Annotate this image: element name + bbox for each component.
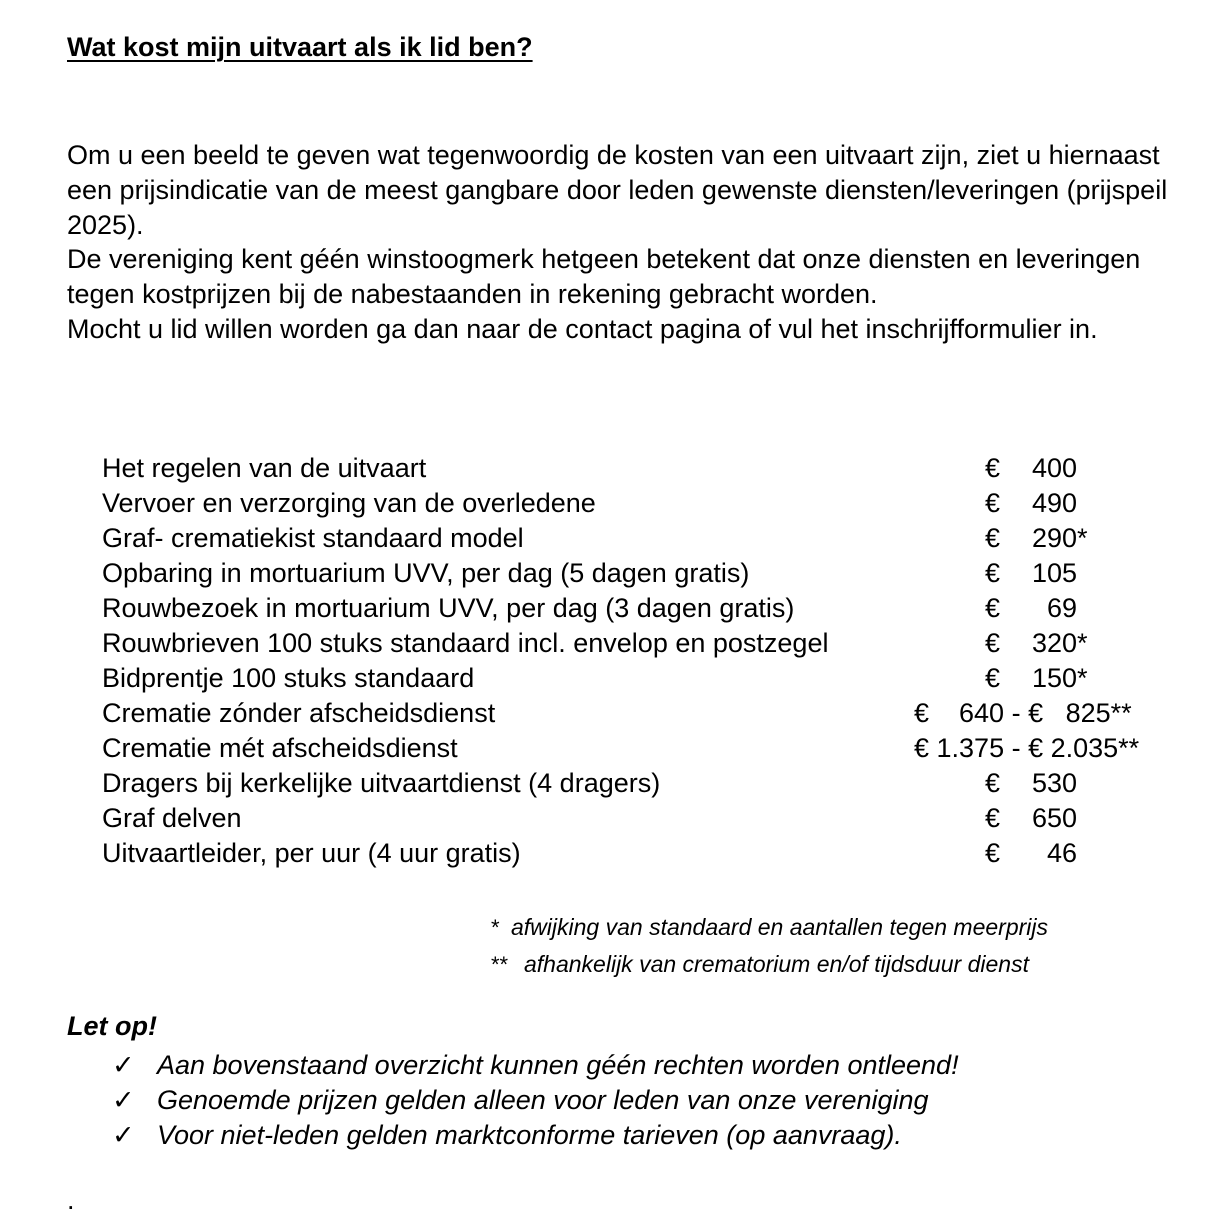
price-description: Dragers bij kerkelijke uitvaartdienst (4 dragers) xyxy=(102,768,661,798)
attention-list xyxy=(112,1048,959,1153)
footnote-single-star xyxy=(491,909,1048,946)
price-value: 69 xyxy=(1046,593,1077,623)
price-description: Graf- crematiekist standaard model xyxy=(102,523,524,553)
price-range: € 1.375 - € 2.035** xyxy=(914,733,1140,763)
price-value: 320 xyxy=(1031,628,1077,658)
price-description: Rouwbezoek in mortuarium UVV, per dag (3 dagen gratis) xyxy=(102,593,795,623)
attention-text: Genoemde prijzen gelden alleen voor leden van onze vereniging xyxy=(157,1085,929,1115)
currency-symbol: € xyxy=(985,838,1001,868)
currency-symbol: € xyxy=(985,488,1001,518)
price-value: 490 xyxy=(1031,488,1077,518)
price-value: 105 xyxy=(1031,558,1077,588)
price-footnote-marker: * xyxy=(1077,663,1088,693)
price-row xyxy=(102,521,1202,556)
price-amount xyxy=(1047,836,1089,871)
footnotes xyxy=(491,909,1048,983)
intro-paragraph: De vereniging kent géén winstoogmerk hetgeen betekent dat onze diensten en leveringen tegen kostprijzen bij de nabestaanden in rekening gebracht worden. xyxy=(67,244,1141,310)
price-value: 650 xyxy=(1031,803,1077,833)
price-row xyxy=(102,731,1202,766)
price-description: Uitvaartleider, per uur (4 uur gratis) xyxy=(102,838,521,868)
footnote-text: afhankelijk van crematorium en/of tijdsduur dienst xyxy=(524,951,1029,977)
price-row xyxy=(102,661,1202,696)
price-row xyxy=(102,626,1202,661)
checkmark-icon: ✓ xyxy=(112,1120,135,1150)
price-description: Graf delven xyxy=(102,803,242,833)
currency-symbol: € xyxy=(985,768,1001,798)
attention-item xyxy=(112,1083,959,1118)
price-row xyxy=(102,766,1202,801)
price-description: Vervoer en verzorging van de overledene xyxy=(102,488,596,518)
attention-item xyxy=(112,1048,959,1083)
price-description: Opbaring in mortuarium UVV, per dag (5 dagen gratis) xyxy=(102,558,750,588)
price-value: 400 xyxy=(1031,453,1077,483)
attention-text: Aan bovenstaand overzicht kunnen géén rechten worden ontleend! xyxy=(157,1050,959,1080)
price-amount xyxy=(1032,766,1089,801)
price-list xyxy=(102,451,1202,871)
price-description: Crematie mét afscheidsdienst xyxy=(102,733,458,763)
price-value: 530 xyxy=(1031,768,1077,798)
currency-symbol: € xyxy=(985,803,1001,833)
footnote-double-star xyxy=(491,946,1048,983)
price-value: 46 xyxy=(1046,838,1077,868)
price-row xyxy=(102,556,1202,591)
price-description: Rouwbrieven 100 stuks standaard incl. envelop en postzegel xyxy=(102,628,829,658)
intro-paragraph: Mocht u lid willen worden ga dan naar de contact pagina of vul het inschrijfformulier in. xyxy=(67,313,1098,344)
attention-item xyxy=(112,1118,959,1153)
price-value: 290 xyxy=(1031,523,1077,553)
price-amount xyxy=(1032,486,1089,521)
price-amount xyxy=(1032,556,1089,591)
price-amount xyxy=(1032,521,1089,556)
price-amount xyxy=(1032,626,1089,661)
price-footnote-marker: * xyxy=(1077,628,1088,658)
intro-paragraph: Om u een beeld te geven wat tegenwoordig de kosten van een uitvaart zijn, ziet u hiernaast een prijsindicatie van de meest gangbare door leden gewenste diensten/leveringen (prijspeil 2025). xyxy=(67,140,1168,240)
checkmark-icon: ✓ xyxy=(112,1085,135,1115)
trailing-dot: . xyxy=(67,1185,75,1215)
price-description: Bidprentje 100 stuks standaard xyxy=(102,663,475,693)
price-range: € 640 - € 825** xyxy=(914,698,1132,728)
price-amount xyxy=(1032,801,1089,836)
page-title: Wat kost mijn uitvaart als ik lid ben? xyxy=(67,32,533,62)
price-value: 150 xyxy=(1031,663,1077,693)
footnote-marker: ** xyxy=(491,952,509,977)
checkmark-icon: ✓ xyxy=(112,1050,135,1080)
attention-text: Voor niet-leden gelden marktconforme tarieven (op aanvraag). xyxy=(157,1120,902,1150)
intro-text xyxy=(67,138,1197,347)
price-row xyxy=(102,591,1202,626)
currency-symbol: € xyxy=(985,523,1001,553)
price-row xyxy=(102,486,1202,521)
footnote-marker: * xyxy=(491,915,500,940)
attention-heading: Let op! xyxy=(67,1011,157,1041)
price-footnote-marker: * xyxy=(1077,523,1088,553)
price-row xyxy=(102,696,1202,731)
currency-symbol: € xyxy=(985,558,1001,588)
price-amount xyxy=(1032,661,1089,696)
currency-symbol: € xyxy=(985,628,1001,658)
price-description: Crematie zónder afscheidsdienst xyxy=(102,698,496,728)
price-row xyxy=(102,451,1202,486)
price-row xyxy=(102,801,1202,836)
price-description: Het regelen van de uitvaart xyxy=(102,453,427,483)
currency-symbol: € xyxy=(985,593,1001,623)
price-amount xyxy=(1032,451,1089,486)
price-amount xyxy=(1047,591,1089,626)
price-row xyxy=(102,836,1202,871)
footnote-text: afwijking van standaard en aantallen tegen meerprijs xyxy=(511,914,1048,940)
currency-symbol: € xyxy=(985,663,1001,693)
currency-symbol: € xyxy=(985,453,1001,483)
